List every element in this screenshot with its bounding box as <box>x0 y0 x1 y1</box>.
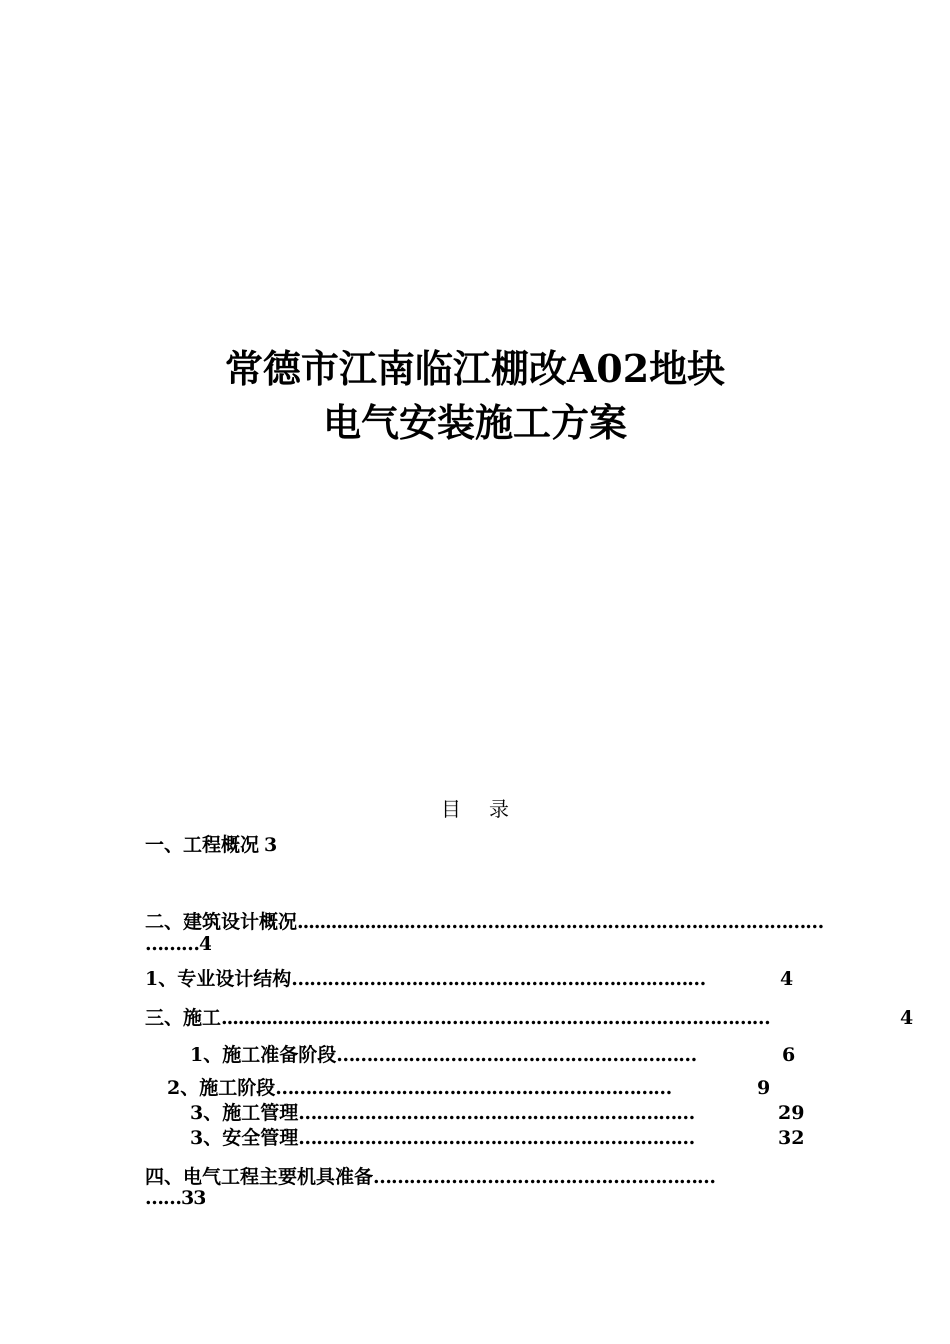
toc-entry-3 <box>145 967 805 991</box>
toc-entry-leader: …………………………………………………………… <box>291 968 706 990</box>
toc-entry-page: ………4 <box>145 933 212 955</box>
toc-entry-leader: ………………………………………………………… <box>298 1127 695 1149</box>
toc-entry-1 <box>145 833 277 857</box>
toc-entry-text: 一、工程概况 <box>145 834 260 856</box>
toc-entry-5 <box>190 1043 782 1067</box>
toc-entry-6 <box>167 1076 757 1100</box>
document-title-line-1: 常德市江南临江棚改A02地块 <box>224 346 726 391</box>
toc-entry-page: 9 <box>757 1077 771 1099</box>
toc-entry-6-page <box>757 1076 770 1100</box>
toc-entry-3-page <box>780 967 793 991</box>
toc-entry-page: 6 <box>782 1044 796 1066</box>
toc-entry-text: 3、安全管理 <box>190 1127 299 1149</box>
toc-entry-text: 3、施工管理 <box>190 1102 299 1124</box>
toc-entry-page: 32 <box>778 1127 805 1149</box>
toc-entry-7-page <box>778 1101 804 1125</box>
toc-entry-text: 1、施工准备阶段 <box>190 1044 337 1066</box>
toc-entry-page: ……33 <box>145 1187 206 1209</box>
toc-entry-page: 4 <box>900 1007 914 1029</box>
toc-entry-text: 四、电气工程主要机具准备 <box>145 1166 374 1188</box>
toc-entry-leader: ………………………………………………………… <box>298 1102 695 1124</box>
toc-entry-4 <box>145 1006 900 1030</box>
toc-entry-leader: ........................…………………………………………………………… <box>221 1007 770 1029</box>
toc-entry-5-page <box>782 1043 795 1067</box>
toc-entry-leader: ………………………………………………… <box>373 1166 716 1188</box>
toc-entry-4-page <box>900 1006 913 1030</box>
toc-entry-9 <box>145 1165 793 1189</box>
toc-entry-leader: ………………………………………………………… <box>275 1077 672 1099</box>
toc-entry-page: 3 <box>264 834 278 856</box>
toc-entry-page: 4 <box>780 968 794 990</box>
toc-entry-8-page <box>778 1126 804 1150</box>
toc-entry-text: 2、施工阶段 <box>167 1077 276 1099</box>
toc-entry-7 <box>190 1101 778 1125</box>
toc-heading: 目录 <box>441 797 537 821</box>
toc-entry-text: 二、建筑设计概况 <box>145 911 298 933</box>
toc-entry-text: 三、施工 <box>145 1007 222 1029</box>
toc-entry-8 <box>190 1126 778 1150</box>
toc-entry-text: 1、专业设计结构 <box>145 968 292 990</box>
toc-entry-leader: …………………………………………………… <box>336 1044 697 1066</box>
toc-entry-page: 29 <box>778 1102 805 1124</box>
toc-entry-9-continuation <box>145 1186 205 1210</box>
document-title-line-2: 电气安装施工方案 <box>322 400 627 445</box>
toc-entry-2-continuation <box>145 932 211 956</box>
toc-entry-leader: ....................…………………………………………………………… <box>297 911 824 933</box>
toc-entry-2 <box>145 910 915 934</box>
